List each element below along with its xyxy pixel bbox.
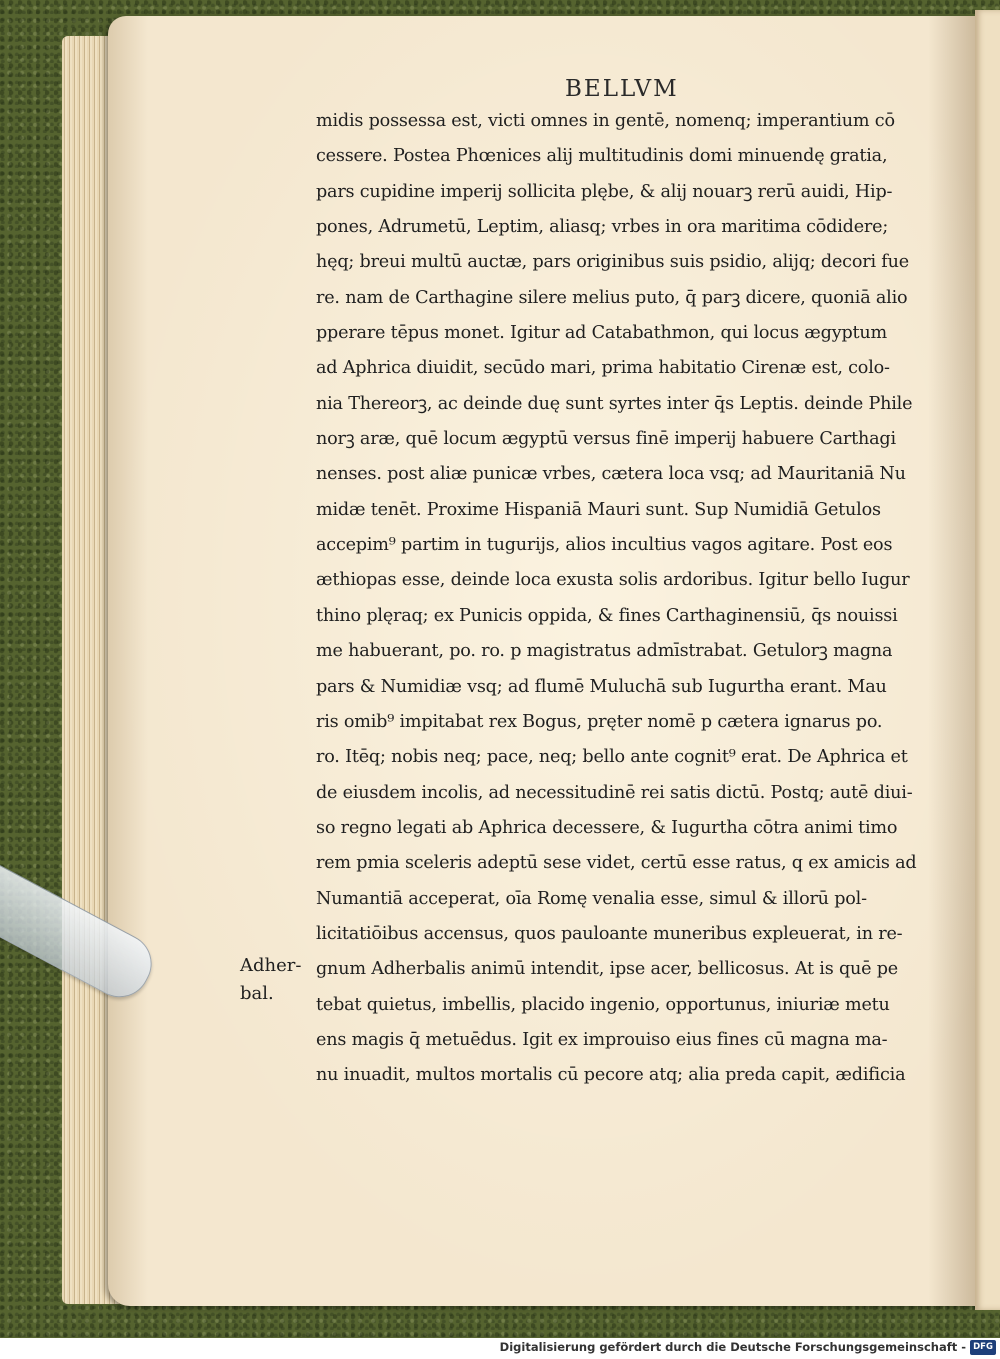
text-line: cessere. Postea Phœnices alij multitudinis domi minuendę gratia, (316, 146, 888, 167)
marginal-note-line: Adher- (240, 955, 302, 976)
text-line: midis possessa est, victi omnes in gentē, nomenq; imperantium cō (316, 111, 895, 131)
text-line: hęq; breui multū auctæ, pars originibus suis psidio, alijq; decori fue (316, 252, 909, 273)
footer-bar (0, 1338, 1000, 1359)
marginal-note (240, 952, 320, 1008)
funding-credit: Digitalisierung gefördert durch die Deutsche Forschungsgemeinschaft - (499, 1340, 966, 1354)
text-line: licitatiōibus accensus, quos pauloante muneribus expleuerat, in re- (316, 923, 903, 944)
text-line: æthiopas esse, deinde loca exusta solis ardoribus. Igitur bello Iugur (316, 570, 910, 591)
text-line: tebat quietus, imbellis, placido ingenio, opportunus, iniuriæ metu (316, 994, 890, 1015)
text-line: ad Aphrica diuidit, secūdo mari, prima habitatio Cirenæ est, colo- (316, 358, 890, 379)
text-line: pones, Adrumetū, Leptim, aliasq; vrbes in ora maritima cōdidere; (316, 217, 889, 238)
text-line: nia Thereorꝫ, ac deinde duę sunt syrtes inter q̄s Leptis. deinde Phile (316, 393, 913, 414)
text-line: de eiusdem incolis, ad necessitudinē rei satis dictū. Postq; autē diui- (316, 782, 913, 803)
text-line: pars cupidine imperij sollicita plębe, & alij nouarꝫ rerū auidi, Hip- (316, 181, 893, 202)
text-line: norꝫ aræ, quē locum ægyptū versus finē imperij habuere Carthagi (316, 429, 896, 450)
text-line: thino plęraq; ex Punicis oppida, & fines Carthaginensiū, q̄s nouissi (316, 605, 898, 626)
body-text (316, 104, 956, 1094)
text-line: rem pmia sceleris adeptū sese videt, certū esse ratus, q ex amicis ad (316, 853, 917, 874)
facing-page-edge (975, 10, 1000, 1310)
text-line: ens magis q̄ metuēdus. Igit ex improuiso eius fines cū magna ma- (316, 1029, 888, 1050)
running-head: BELLVM (565, 76, 679, 102)
text-line: me habuerant, po. ro. p magistratus admīstrabat. Getulorꝫ magna (316, 641, 893, 662)
text-line: accepim⁹ partim in tugurijs, alios incultius vagos agitare. Post eos (316, 535, 893, 556)
text-line: ris omib⁹ impitabat rex Bogus, pręter nomē p cætera ignarus po. (316, 711, 883, 732)
text-line: gnum Adherbalis animū intendit, ipse acer, bellicosus. At is quē pe (316, 959, 899, 980)
marginal-note-line: bal. (240, 983, 274, 1004)
text-line: nu inuadit, multos mortalis cū pecore atq; alia preda capit, ædificia (316, 1065, 906, 1086)
text-line: nenses. post aliæ punicæ vrbes, cætera loca vsq; ad Mauritaniā Nu (316, 464, 906, 485)
dfg-logo-icon: DFG (970, 1340, 996, 1355)
text-line: ro. Itēq; nobis neq; pace, neq; bello ante cognit⁹ erat. De Aphrica et (316, 747, 908, 768)
text-line: pperare tēpus monet. Igitur ad Catabathmon, qui locus ægyptum (316, 323, 887, 344)
text-line: Numantiā acceperat, oīa Romę venalia esse, simul & illorū pol- (316, 888, 867, 909)
text-line: midæ tenēt. Proxime Hispaniā Mauri sunt. Sup Numidiā Getulos (316, 499, 881, 520)
text-line: pars & Numidiæ vsq; ad flumē Muluchā sub Iugurtha erant. Mau (316, 676, 887, 697)
text-line: re. nam de Carthagine silere melius puto, q̄ parꝫ dicere, quoniā alio (316, 287, 908, 308)
text-line: so regno legati ab Aphrica decessere, & Iugurtha cōtra animi timo (316, 817, 898, 838)
